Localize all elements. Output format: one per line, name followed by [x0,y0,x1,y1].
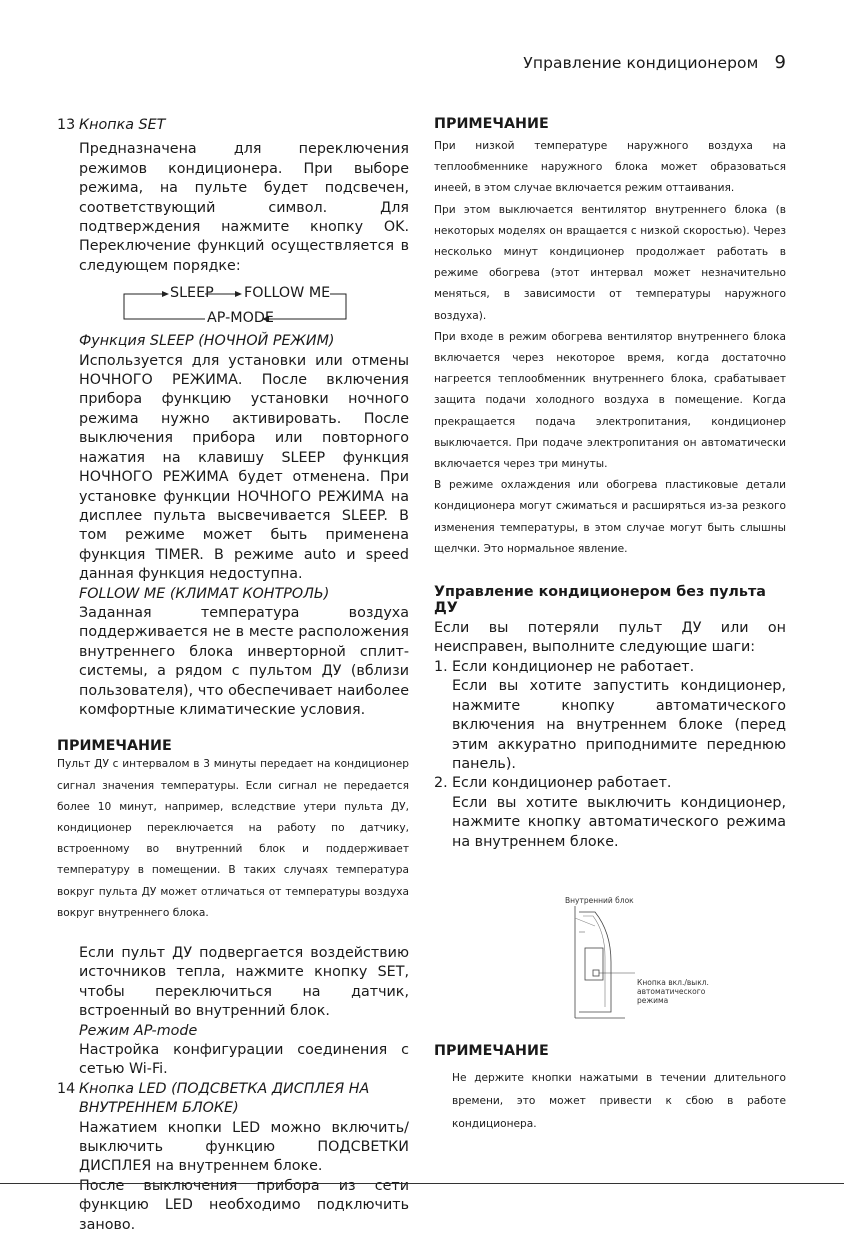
right-note-title: ПРИМЕЧАНИЕ [434,116,549,132]
bottom-note-text: Не держите кнопки нажатыми в течении длительного времени, это может привести к сбою в работе кондиционера. [452,1072,786,1130]
step-2 [434,774,786,852]
item-13-number: 13 [57,117,76,133]
flow-ap-mode: AP-MODE [207,310,274,327]
step-2-text: Если вы хотите выключить кондиционер, нажмите кнопку автоматического режима на внутреннем блоке. [452,794,786,850]
item-13-continued [57,944,409,1080]
left-column [57,116,409,1235]
ap-mode-title: Режим AP-mode [79,1022,198,1039]
right-note-p4: В режиме охлаждения или обогрева пластиковые детали кондиционера могут сжиматься и расширяться из-за резкого изменения температуры, в этом случае могут быть слышны щелчки. Это нормальное явление. [434,479,786,555]
step-1-number: 1. [434,658,448,675]
right-bottom-note [434,1043,786,1136]
indoor-unit-drawing [555,892,755,1022]
running-head-title: Управление кондиционером [523,54,759,72]
right-note-p3: При входе в режим обогрева вентилятор внутреннего блока включается через некоторое время, когда достаточно нагреется теплообменник внутреннего блока, срабатывает защита подачи холодного воздуха в помещение. Когда прекращается подача электропитания, кондиционер выключается. При подаче электропитания он автоматически включается через три минуты. [434,330,786,471]
heat-text: Если пульт ДУ подвергается воздействию источников тепла, нажмите кнопку SET, чтобы переключиться на датчик, встроенный во внутренний блок. [79,945,409,1020]
step-1-title: Если кондиционер не работает. [452,658,695,675]
follow-text: Заданная температура воздуха поддерживается не в месте расположения внутреннего блока инверторной сплит-системы, а рядом с пультом ДУ (вблизи пользователя), что обеспечивает наиболее комфортные климатические условия. [79,604,409,718]
item-14 [57,1080,409,1235]
bottom-note-title: ПРИМЕЧАНИЕ [434,1043,549,1059]
manual-control-intro: Если вы потеряли пульт ДУ или он неисправен, выполните следующие шаги: [434,620,786,656]
item-14-title: Кнопка LED (ПОДСВЕТКА ДИСПЛЕЯ НА ВНУТРЕННЕМ БЛОКЕ) [79,1080,370,1117]
step-1-text: Если вы хотите запустить кондиционер, нажмите кнопку автоматического включения на внутреннем блоке (перед этим аккуратно приподнимите переднюю панель). [452,678,786,772]
item-13 [57,116,409,276]
mode-flow-diagram [57,284,409,326]
manual-control-title: Управление кондиционером без пульта ДУ [434,584,766,617]
bottom-rule [0,1183,844,1184]
left-note-text: Пульт ДУ с интервалом в 3 минуты передает на кондиционер сигнал значения температуры. Если сигнал не передается более 10 минут, например, вследствие утери пульта ДУ, кондиционер переключается на работу по датчику, встроенному во внутренний блок и поддерживает температуру в помещении. В таких случаях температура вокруг пульта ДУ может отличаться от температуры воздуха вокруг внутреннего блока. [57,758,409,919]
running-head [523,52,786,73]
sleep-text: Используется для установки или отмены НОЧНОГО РЕЖИМА. После включения прибора функцию установки ночного режима нужно активировать. После выключения прибора или повторного нажатия на клавишу SLEEP функция НОЧНОГО РЕЖИМА будет отменена. При установке функции НОЧНОГО РЕЖИМА на дисплее пульта высвечивается SLEEP. В том режиме может быть применена функция TIMER. В режиме auto и speed данная функция недоступна. [79,352,409,583]
item-14-text-1: Нажатием кнопки LED можно включить/выключить функцию ПОДСВЕТКИ ДИСПЛЕЯ на внутреннем блоке. [79,1119,409,1175]
step-1 [434,658,786,774]
item-13-title: Кнопка SET [79,117,166,133]
right-note-p1: При низкой температуре наружного воздуха на теплообменнике наружного блока может образоваться инеей, в этом случае включается режим оттаивания. [434,140,786,195]
sleep-section [57,332,409,720]
step-2-number: 2. [434,775,448,792]
figure-label-unit: Внутренний блок [565,896,634,905]
indoor-unit-figure [555,892,755,1022]
item-14-number: 14 [57,1080,76,1097]
item-14-text-2: После выключения прибора из сети функцию LED необходимо подключить заново. [79,1177,409,1233]
figure-label-button: Кнопка вкл./выкл. автоматического режима [637,978,709,1005]
flow-sleep: SLEEP [170,285,214,302]
flow-follow-me: FOLLOW ME [244,285,331,302]
sleep-title: Функция SLEEP (НОЧНОЙ РЕЖИМ) [79,333,335,350]
right-note-p2: При этом выключается вентилятор внутреннего блока (в некоторых моделях он вращается с низкой скоростью). Через несколько минут кондиционер продолжает работать в режиме обогрева (этот интервал может незначительно меняться, в зависимости от температуры наружного воздуха). [434,203,786,322]
item-13-text: Предназначена для переключения режимов кондиционера. При выборе режима, на пульте будет подсвечен, соответствующий символ. Для подтверждения нажмите кнопку OK. Переключение функций осуществляется в следующем порядке: [79,141,409,274]
right-column [434,116,786,852]
left-note-title: ПРИМЕЧАНИЕ [57,738,172,755]
ap-mode-text: Настройка конфигурации соединения с сетью Wi-Fi. [79,1042,409,1078]
step-2-title: Если кондиционер работает. [452,775,672,792]
follow-title: FOLLOW ME (КЛИМАТ КОНТРОЛЬ) [79,585,330,602]
page-number: 9 [774,52,786,73]
